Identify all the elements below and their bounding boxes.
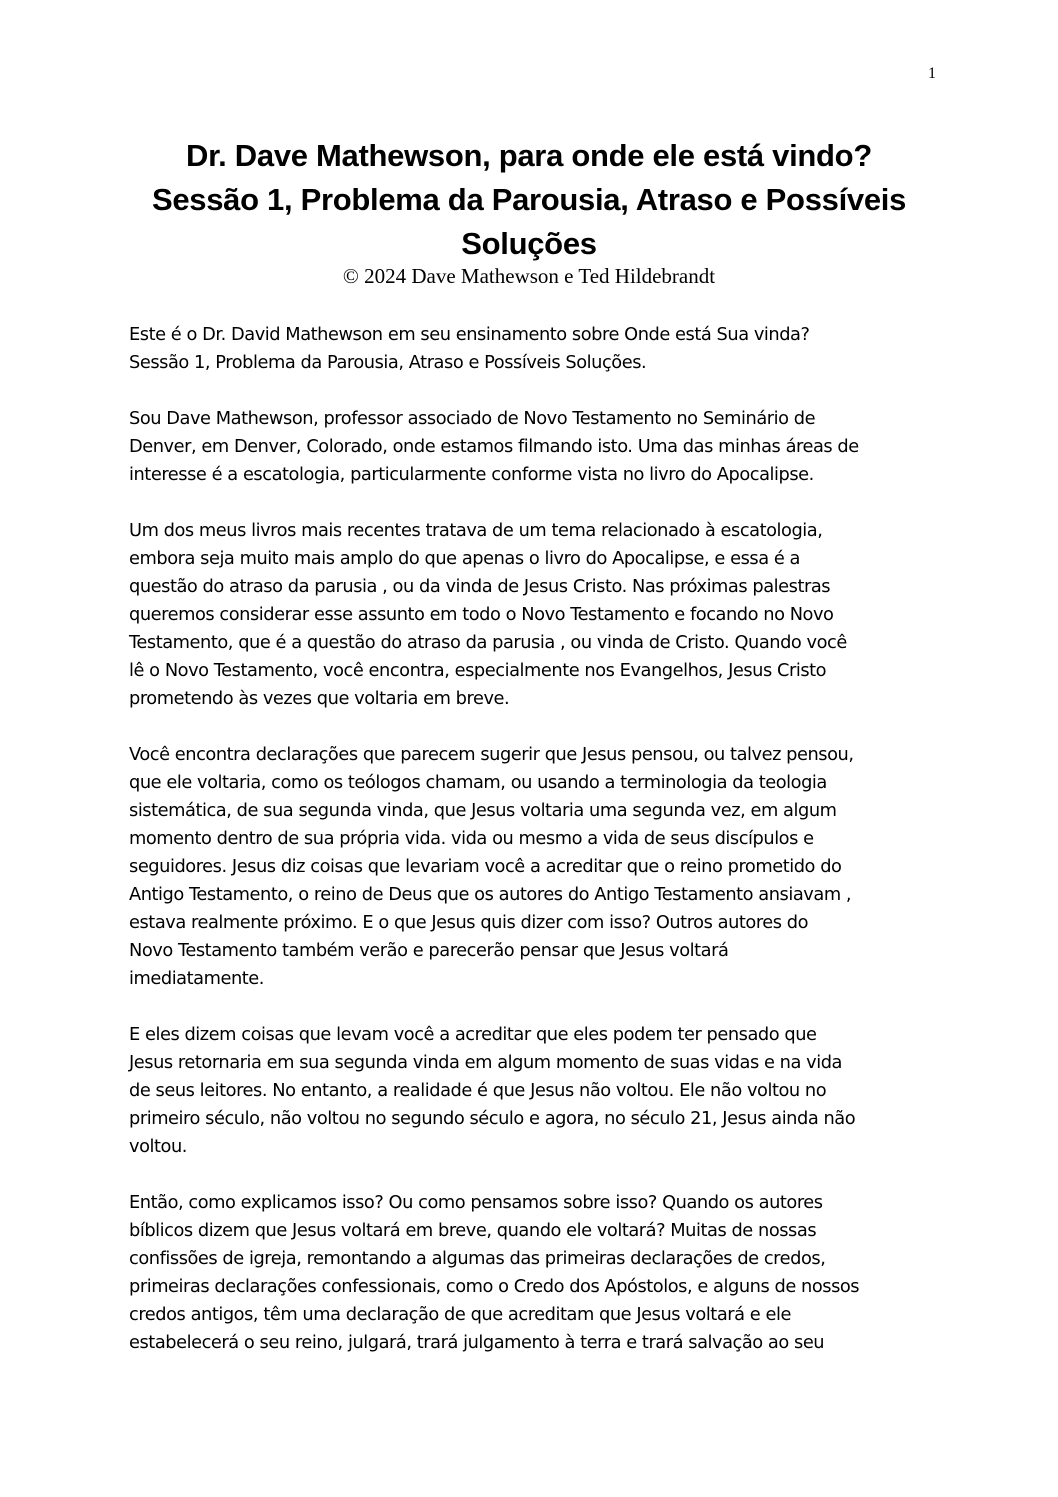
text-line: Denver, em Denver, Colorado, onde estamos filmando isto. Uma das minhas áreas de [129,436,859,457]
text-line: E eles dizem coisas que levam você a acreditar que eles podem ter pensado que [129,1024,817,1045]
document-body [129,321,949,1385]
document-header [129,134,929,289]
title-line-3: Soluções [461,226,597,261]
page-number: 1 [928,65,936,82]
text-line: credos antigos, têm uma declaração de que acreditam que Jesus voltará e ele [129,1304,791,1325]
text-line: que ele voltaria, como os teólogos chamam, ou usando a terminologia da teologia [129,772,827,793]
copyright-line: © 2024 Dave Mathewson e Ted Hildebrandt [342,264,716,288]
text-line: lê o Novo Testamento, você encontra, especialmente nos Evangelhos, Jesus Cristo [129,660,827,681]
text-line: Jesus retornaria em sua segunda vinda em algum momento de suas vidas e na vida [129,1052,842,1073]
text-line: prometendo às vezes que voltaria em breve. [129,688,510,709]
text-line: imediatamente. [129,968,264,989]
text-line: Sessão 1, Problema da Parousia, Atraso e Possíveis Soluções. [129,352,647,373]
text-line: queremos considerar esse assunto em todo o Novo Testamento e focando no Novo [129,604,834,625]
text-line: voltou. [129,1136,187,1157]
paragraph-6 [129,1189,949,1357]
text-line: estava realmente próximo. E o que Jesus quis dizer com isso? Outros autores do [129,912,809,933]
text-line: embora seja muito mais amplo do que apenas o livro do Apocalipse, e essa é a [129,548,801,569]
text-line: Sou Dave Mathewson, professor associado de Novo Testamento no Seminário de [129,408,816,429]
text-line: Testamento, que é a questão do atraso da parusia , ou vinda de Cristo. Quando você [129,632,847,653]
text-line: sistemática, de sua segunda vinda, que Jesus voltaria uma segunda vez, em algum [129,800,837,821]
paragraph-4 [129,741,949,993]
text-line: Você encontra declarações que parecem sugerir que Jesus pensou, ou talvez pensou, [129,744,854,765]
text-line: primeiro século, não voltou no segundo século e agora, no século 21, Jesus ainda não [129,1108,856,1129]
paragraph-1 [129,321,949,377]
title-line-1: Dr. Dave Mathewson, para onde ele está vindo? [186,138,872,173]
paragraph-3 [129,517,949,713]
text-line: interesse é a escatologia, particularmente conforme vista no livro do Apocalipse. [129,464,814,485]
text-line: confissões de igreja, remontando a algumas das primeiras declarações de credos, [129,1248,826,1269]
text-line: bíblicos dizem que Jesus voltará em breve, quando ele voltará? Muitas de nossas [129,1220,817,1241]
title-line-2: Sessão 1, Problema da Parousia, Atraso e Possíveis [151,182,907,217]
text-line: momento dentro de sua própria vida. vida ou mesmo a vida de seus discípulos e [129,828,814,849]
text-line: primeiras declarações confessionais, como o Credo dos Apóstolos, e alguns de nossos [129,1276,860,1297]
text-line: seguidores. Jesus diz coisas que levariam você a acreditar que o reino prometido do [129,856,842,877]
paragraph-2 [129,405,949,489]
text-line: Antigo Testamento, o reino de Deus que os autores do Antigo Testamento ansiavam , [129,884,852,905]
text-line: Novo Testamento também verão e parecerão pensar que Jesus voltará [129,940,729,961]
paragraph-5 [129,1021,949,1161]
text-line: Este é o Dr. David Mathewson em seu ensinamento sobre Onde está Sua vinda? [129,324,810,345]
text-line: de seus leitores. No entanto, a realidade é que Jesus não voltou. Ele não voltou no [129,1080,827,1101]
text-line: Um dos meus livros mais recentes tratava de um tema relacionado à escatologia, [129,520,823,541]
text-line: Então, como explicamos isso? Ou como pensamos sobre isso? Quando os autores [129,1192,823,1213]
text-line: questão do atraso da parusia , ou da vinda de Jesus Cristo. Nas próximas palestras [129,576,831,597]
text-line: estabelecerá o seu reino, julgará, trará julgamento à terra e trará salvação ao seu [129,1332,825,1353]
